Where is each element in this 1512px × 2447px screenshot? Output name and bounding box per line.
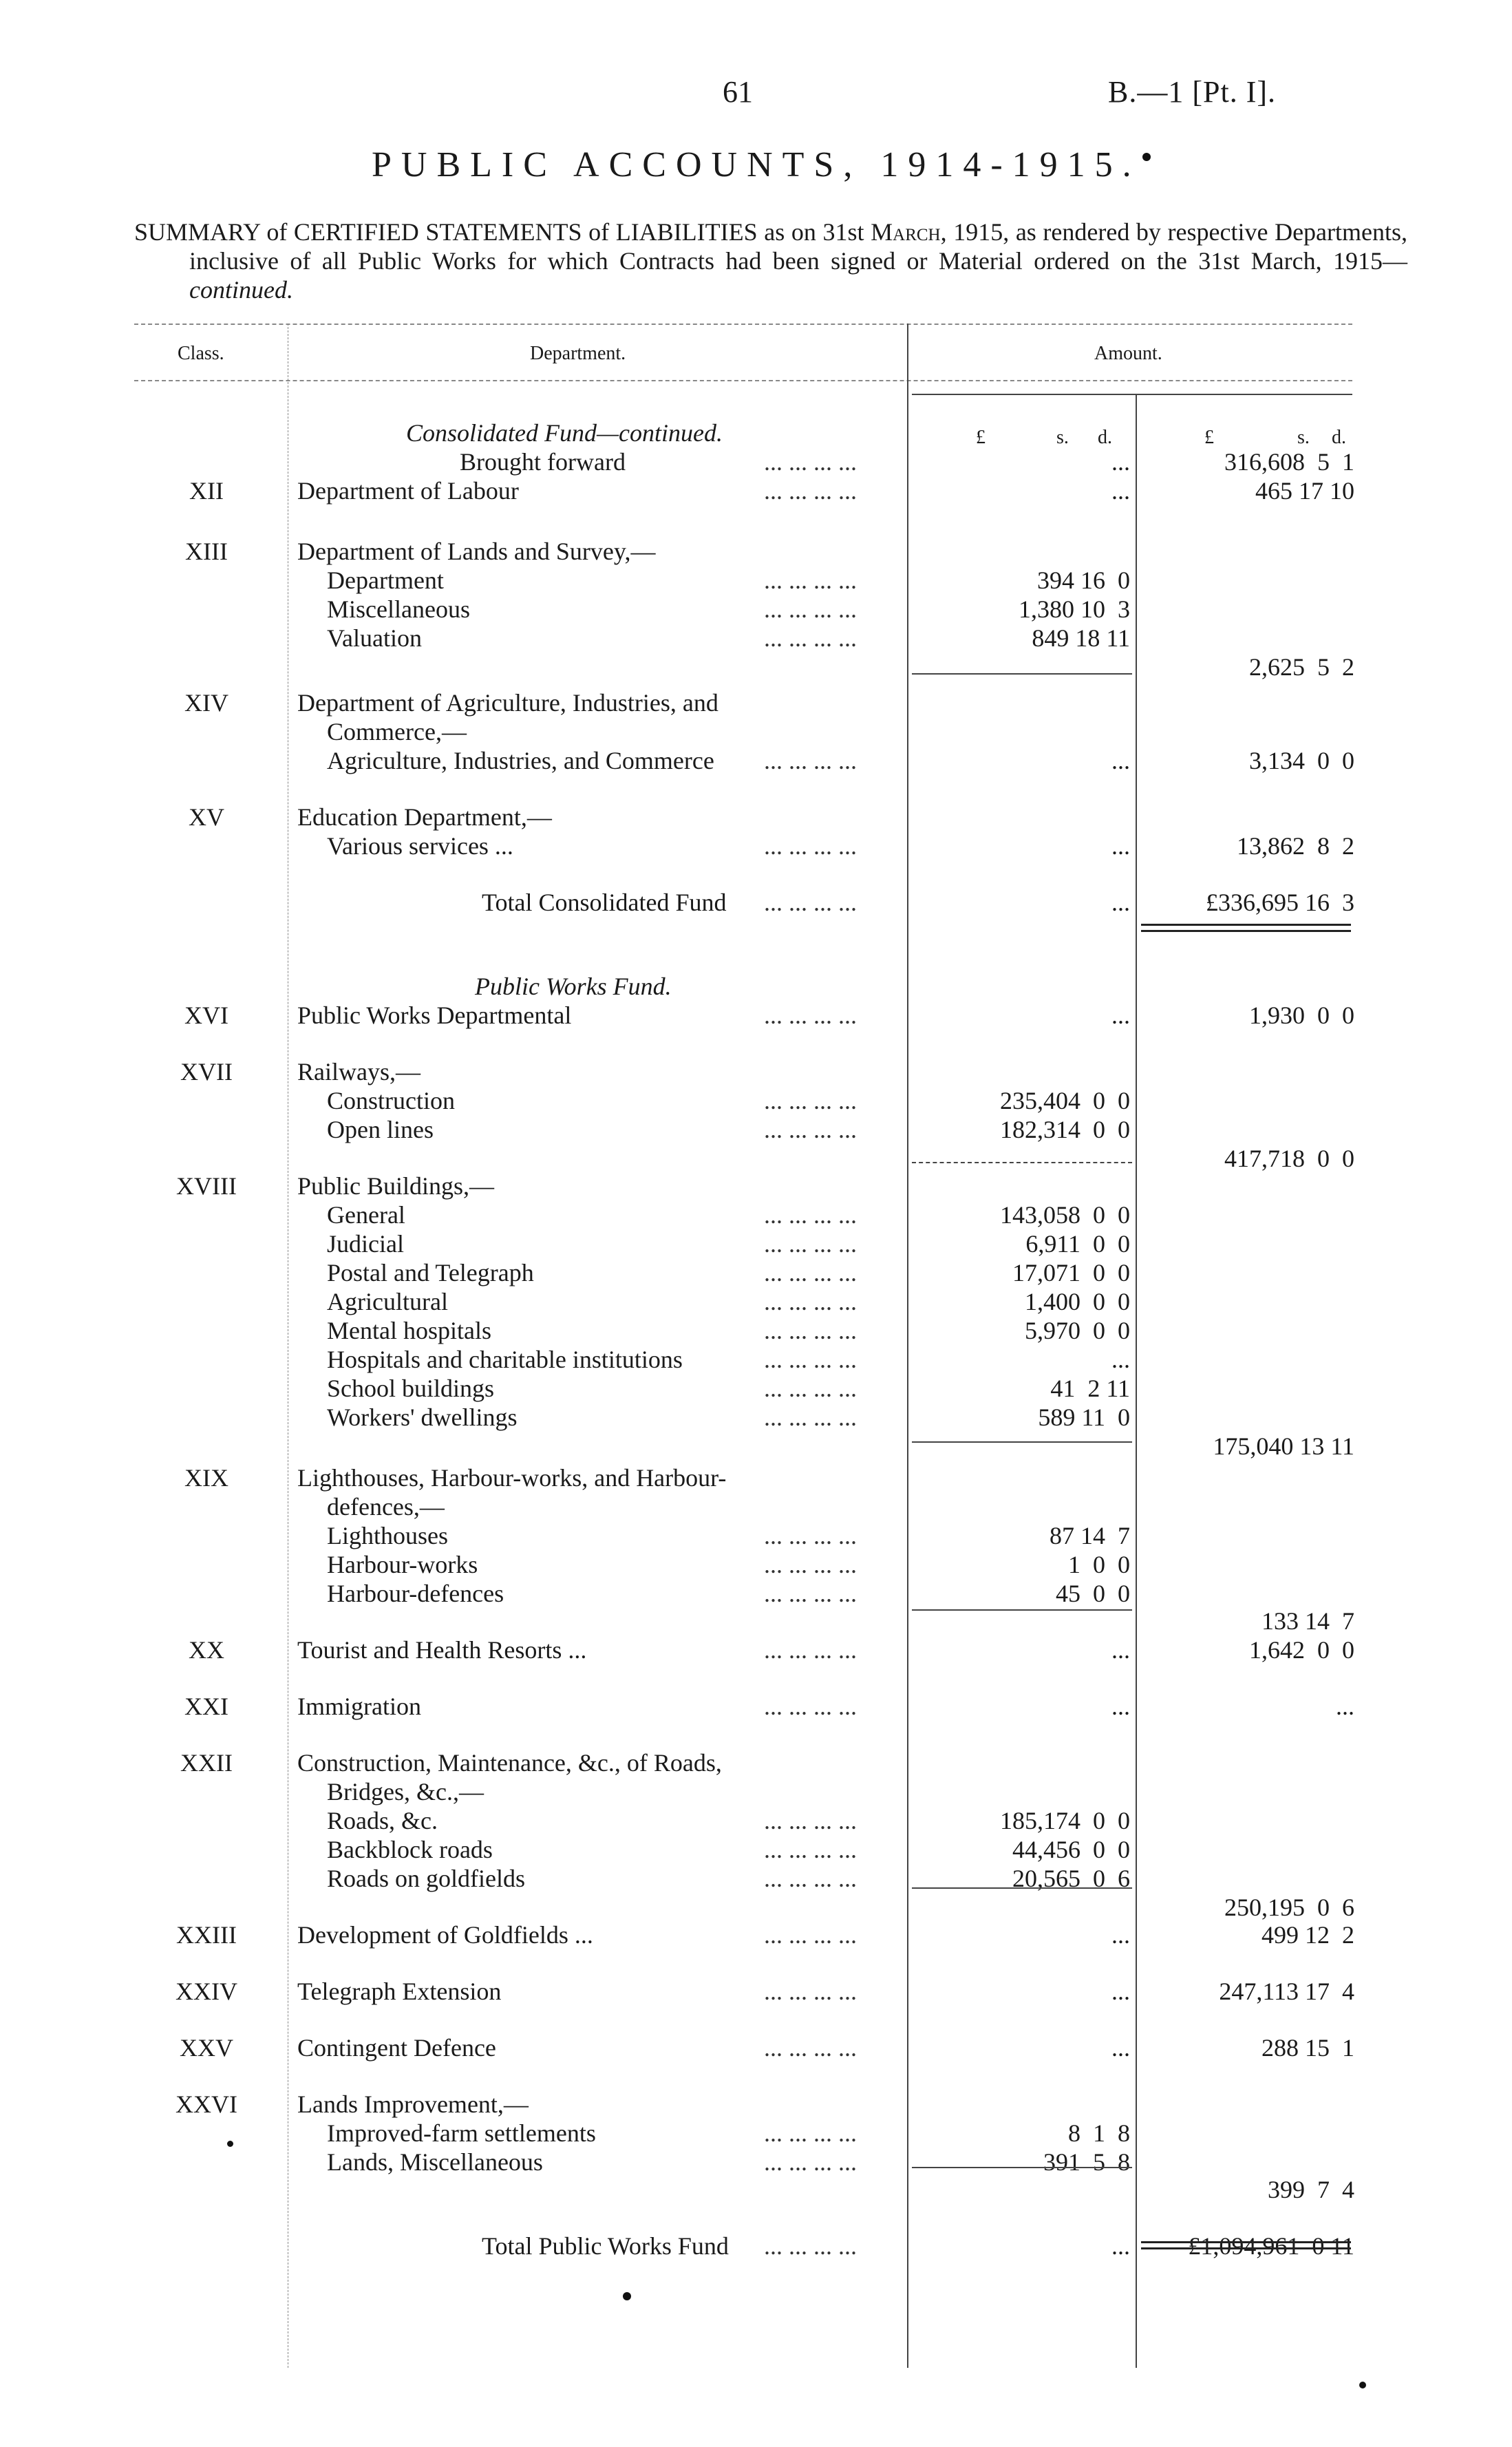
table-row — [0, 1521, 1512, 1550]
department-text: Various services ... — [327, 832, 513, 860]
amount-detail-cell: 5,970 0 0 — [1025, 1317, 1130, 1344]
dot-leaders: ... ... ... ... — [764, 1836, 857, 1863]
dot-leaders: ... ... ... ... — [764, 1978, 857, 2005]
amount-detail-cell: 185,174 0 0 — [1000, 1807, 1130, 1834]
table-row — [0, 1550, 1512, 1579]
department-text: Tourist and Health Resorts ... — [297, 1636, 587, 1664]
dot-leaders: ... ... ... ... — [764, 1087, 857, 1114]
department-cell — [327, 1777, 484, 1806]
table-row — [0, 1607, 1512, 1635]
department-cell — [297, 1463, 726, 1492]
department-text: Agriculture, Industries, and Commerce — [327, 747, 714, 774]
dot-leaders: ... ... ... ... — [764, 1259, 857, 1286]
summary-lead: SUMMARY of CERTIFIED STATEMENTS of LIABILITIES as on 31st — [134, 218, 864, 246]
class-cell: XXI — [184, 1693, 228, 1720]
department-cell — [327, 1403, 518, 1432]
department-text: Miscellaneous — [327, 595, 470, 623]
amount-detail-cell: ... — [1111, 1921, 1130, 1949]
summary-month: March — [871, 218, 941, 246]
amount-detail-cell: 41 2 11 — [1050, 1375, 1130, 1402]
amount-total-cell: 1,642 0 0 — [1249, 1636, 1354, 1664]
total-public-works-rule — [1141, 2241, 1351, 2249]
table-row — [0, 1115, 1512, 1144]
print-speck — [623, 2292, 631, 2300]
department-cell — [327, 1550, 478, 1579]
subtotal-rule-xix — [912, 1609, 1132, 1611]
section-heading-row — [0, 419, 1512, 447]
table-row — [0, 2033, 1512, 2062]
table-row — [0, 1579, 1512, 1608]
amount-detail-cell: 44,456 0 0 — [1012, 1836, 1130, 1863]
table-row — [0, 1001, 1512, 1030]
class-cell: XII — [189, 477, 224, 505]
dot-leaders: ... ... ... ... — [764, 595, 857, 623]
table-row — [0, 803, 1512, 831]
department-cell — [297, 1635, 586, 1664]
department-text: Total Public Works Fund — [482, 2232, 729, 2260]
dot-leaders: ... ... ... ... — [764, 832, 857, 860]
page-number: 61 — [723, 75, 753, 109]
department-text: Development of Goldfields ... — [297, 1921, 593, 1949]
currency-pounds-1: £ — [976, 427, 986, 448]
table-row — [0, 1748, 1512, 1777]
amount-detail-cell: 8 1 8 — [1068, 2119, 1130, 2147]
amount-detail-cell: 143,058 0 0 — [1000, 1201, 1130, 1229]
amount-detail-cell: 6,911 0 0 — [1025, 1230, 1130, 1258]
department-cell — [327, 746, 714, 775]
dot-leaders: ... ... ... ... — [764, 1865, 857, 1892]
amount-top-rule — [912, 394, 1352, 395]
amount-detail-cell: 17,071 0 0 — [1012, 1259, 1130, 1286]
dot-leaders: ... ... ... ... — [764, 2034, 857, 2062]
department-cell — [327, 1835, 493, 1864]
class-cell: XXV — [180, 2034, 233, 2062]
currency-pence-1: d. — [1098, 427, 1112, 448]
department-text: General — [327, 1201, 405, 1229]
department-text: Immigration — [297, 1693, 421, 1720]
table-row — [0, 1777, 1512, 1806]
currency-pence-2: d. — [1332, 427, 1346, 448]
department-cell — [327, 1345, 683, 1374]
dot-leaders: ... ... ... ... — [764, 1580, 857, 1607]
dot-leaders: ... ... ... ... — [764, 2232, 857, 2260]
amount-total-cell: 2,625 5 2 — [1249, 653, 1354, 681]
dot-leaders: ... ... ... ... — [764, 1317, 857, 1344]
department-text: Public Buildings,— — [297, 1172, 495, 1200]
document-reference: B.—1 [Pt. I]. — [1108, 75, 1276, 109]
table-row — [0, 1287, 1512, 1316]
department-text: Department of Agriculture, Industries, and — [297, 689, 718, 717]
department-cell — [327, 1258, 534, 1287]
amount-detail-cell: 20,565 0 6 — [1012, 1865, 1130, 1892]
summary-rest: , 1915, as rendered by respective Departments, inclusive of all Public Works for which Contracts had been signed or Material ordered on the 31st March, 1915— — [189, 218, 1408, 275]
dot-leaders: ... ... ... ... — [764, 1693, 857, 1720]
department-cell — [327, 1287, 448, 1316]
department-cell — [327, 2148, 543, 2176]
table-row — [0, 1492, 1512, 1521]
table-row — [0, 2090, 1512, 2119]
department-cell — [327, 831, 513, 860]
dot-leaders: ... ... ... ... — [764, 747, 857, 774]
department-cell — [297, 537, 656, 566]
amount-detail-cell: 849 18 11 — [1032, 624, 1130, 652]
subtotal-rule-xiii — [912, 673, 1132, 675]
amount-detail-cell: ... — [1111, 2232, 1130, 2260]
department-cell — [297, 1920, 593, 1949]
class-cell: XXIV — [175, 1978, 237, 2005]
department-text: Commerce,— — [327, 718, 467, 745]
department-cell — [327, 1115, 434, 1144]
table-row — [0, 831, 1512, 860]
column-header-class: Class. — [178, 343, 224, 364]
table-row — [0, 1258, 1512, 1287]
table-row — [0, 1144, 1512, 1173]
amount-total-cell: 133 14 7 — [1261, 1607, 1354, 1635]
dot-leaders: ... ... ... ... — [764, 1288, 857, 1315]
amount-detail-cell: ... — [1111, 448, 1130, 476]
department-cell — [297, 2090, 529, 2119]
dot-leaders: ... ... ... ... — [764, 1403, 857, 1431]
department-cell — [327, 717, 467, 746]
department-text: Consolidated Fund—continued. — [406, 419, 723, 447]
table-row — [0, 1920, 1512, 1949]
department-cell — [327, 566, 444, 595]
amount-detail-cell: 1,380 10 3 — [1019, 595, 1130, 623]
total-consolidated-rule — [1141, 924, 1351, 932]
department-text: Public Works Fund. — [475, 973, 672, 1000]
table-row — [0, 537, 1512, 566]
currency-shillings-2: s. — [1297, 427, 1310, 448]
amount-detail-cell: 182,314 0 0 — [1000, 1116, 1130, 1143]
department-text: Harbour-defences — [327, 1580, 504, 1607]
summary-continued: continued. — [189, 276, 293, 304]
table-row — [0, 1229, 1512, 1258]
department-cell — [297, 1692, 421, 1721]
department-text: Lands, Miscellaneous — [327, 2148, 543, 2176]
amount-detail-cell: 394 16 0 — [1037, 566, 1130, 594]
table-row — [0, 1200, 1512, 1229]
department-text: Department of Labour — [297, 477, 519, 505]
dot-leaders: ... ... ... ... — [764, 1921, 857, 1949]
subtotal-rule-xvii — [912, 1162, 1132, 1163]
subtotal-rule-xxii — [912, 1887, 1132, 1889]
department-text: Improved-farm settlements — [327, 2119, 596, 2147]
department-cell — [482, 888, 726, 917]
department-text: Lighthouses, Harbour-works, and Harbour- — [297, 1464, 727, 1492]
amount-detail-cell: ... — [1111, 889, 1130, 916]
amount-detail-cell: ... — [1111, 747, 1130, 774]
department-cell — [327, 2119, 596, 2148]
dot-leaders: ... ... ... ... — [764, 1346, 857, 1373]
amount-detail-cell: 1,400 0 0 — [1025, 1288, 1130, 1315]
total-row — [0, 888, 1512, 917]
amount-detail-cell: ... — [1111, 1693, 1130, 1720]
department-text: Roads on goldfields — [327, 1865, 525, 1892]
amount-total-cell: 250,195 0 6 — [1224, 1894, 1354, 1921]
print-speck — [1142, 153, 1151, 161]
department-text: Department of Lands and Survey,— — [297, 538, 656, 565]
department-cell — [327, 1200, 405, 1229]
table-row — [0, 1692, 1512, 1721]
department-text: Construction — [327, 1087, 455, 1114]
table-row — [0, 2148, 1512, 2176]
amount-total-cell: 465 17 10 — [1255, 477, 1354, 505]
department-cell — [297, 1001, 571, 1030]
class-cell: XIV — [184, 689, 228, 717]
amount-total-cell: 399 7 4 — [1268, 2176, 1354, 2203]
department-text: Open lines — [327, 1116, 434, 1143]
dot-leaders: ... ... ... ... — [764, 448, 857, 476]
amount-total-cell: 499 12 2 — [1261, 1921, 1354, 1949]
table-row — [0, 447, 1512, 476]
dot-leaders: ... ... ... ... — [764, 1636, 857, 1664]
print-speck — [227, 2141, 233, 2147]
table-row — [0, 1086, 1512, 1115]
department-cell — [327, 1806, 438, 1835]
department-text: Valuation — [327, 624, 422, 652]
department-cell — [327, 1864, 525, 1893]
class-cell: XV — [189, 803, 224, 831]
table-row — [0, 1463, 1512, 1492]
department-text: School buildings — [327, 1375, 495, 1402]
department-cell — [327, 1229, 404, 1258]
department-text: Department — [327, 566, 444, 594]
amount-total-cell: 247,113 17 4 — [1219, 1978, 1354, 2005]
table-row — [0, 688, 1512, 717]
amount-detail-cell: 45 0 0 — [1056, 1580, 1130, 1607]
table-row — [0, 1893, 1512, 1922]
table-row — [0, 624, 1512, 653]
amount-detail-cell: ... — [1111, 1978, 1130, 2005]
department-cell — [297, 1172, 494, 1200]
amount-detail-cell: ... — [1111, 1002, 1130, 1029]
table-top-rule — [134, 324, 1352, 325]
table-row — [0, 1345, 1512, 1374]
department-cell — [297, 1977, 501, 2006]
dot-leaders: ... ... ... ... — [764, 1375, 857, 1402]
print-speck — [1359, 2382, 1366, 2388]
department-text: Public Works Departmental — [297, 1002, 572, 1029]
department-cell — [327, 1316, 491, 1345]
amount-total-cell: 316,608 5 1 — [1224, 448, 1354, 476]
department-cell — [327, 1492, 445, 1521]
amount-total-cell: 1,930 0 0 — [1249, 1002, 1354, 1029]
department-cell — [460, 447, 626, 476]
department-text: Telegraph Extension — [297, 1978, 502, 2005]
column-header-amount: Amount. — [1094, 343, 1162, 364]
department-text: Contingent Defence — [297, 2034, 496, 2062]
table-row — [0, 1635, 1512, 1664]
subtotal-rule-xviii — [912, 1441, 1132, 1443]
amount-total-cell: 417,718 0 0 — [1224, 1145, 1354, 1172]
amount-total-cell: 288 15 1 — [1261, 2034, 1354, 2062]
department-cell — [297, 476, 519, 505]
class-cell: XXIII — [176, 1921, 237, 1949]
department-text: Workers' dwellings — [327, 1403, 518, 1431]
amount-detail-cell: 87 14 7 — [1050, 1522, 1130, 1549]
department-text: Brought forward — [460, 448, 626, 476]
department-text: Backblock roads — [327, 1836, 493, 1863]
department-cell — [482, 2232, 729, 2260]
department-text: Construction, Maintenance, &c., of Roads, — [297, 1749, 722, 1777]
department-cell — [327, 1521, 448, 1550]
department-text: Education Department,— — [297, 803, 552, 831]
department-text: Lighthouses — [327, 1522, 448, 1549]
department-text: Lands Improvement,— — [297, 2090, 529, 2118]
amount-total-cell: 13,862 8 2 — [1237, 832, 1354, 860]
summary-heading — [134, 218, 1407, 304]
dot-leaders: ... ... ... ... — [764, 2148, 857, 2176]
table-row — [0, 1374, 1512, 1403]
table-row — [0, 2175, 1512, 2204]
table-row — [0, 1864, 1512, 1893]
class-cell: XVI — [184, 1002, 228, 1029]
department-text: Mental hospitals — [327, 1317, 491, 1344]
department-text: Bridges, &c.,— — [327, 1778, 484, 1805]
amount-total-cell: £336,695 16 3 — [1206, 889, 1354, 916]
department-text: Postal and Telegraph — [327, 1259, 534, 1286]
table-row — [0, 1806, 1512, 1835]
department-cell — [327, 1086, 455, 1115]
department-cell — [297, 1057, 420, 1086]
amount-detail-cell: ... — [1111, 2034, 1130, 2062]
dot-leaders: ... ... ... ... — [764, 1230, 857, 1258]
department-text: Judicial — [327, 1230, 404, 1258]
page-title: PUBLIC ACCOUNTS, 1914-1915. — [372, 145, 1141, 184]
table-row — [0, 566, 1512, 595]
dot-leaders: ... ... ... ... — [764, 889, 857, 916]
department-cell — [475, 972, 672, 1001]
department-cell — [327, 624, 422, 653]
department-text: Harbour-works — [327, 1551, 478, 1578]
amount-detail-cell: ... — [1111, 1636, 1130, 1664]
department-cell — [327, 1579, 504, 1608]
table-row — [0, 653, 1512, 681]
class-cell: XXVI — [175, 2090, 237, 2118]
department-cell — [297, 688, 718, 717]
dot-leaders: ... ... ... ... — [764, 477, 857, 505]
amount-detail-cell: 235,404 0 0 — [1000, 1087, 1130, 1114]
amount-detail-cell: 391 5 8 — [1043, 2148, 1130, 2176]
currency-pounds-2: £ — [1204, 427, 1214, 448]
amount-total-cell: £1,094,961 0 11 — [1188, 2232, 1354, 2260]
dot-leaders: ... ... ... ... — [764, 566, 857, 594]
class-cell: XXII — [180, 1749, 233, 1777]
dot-leaders: ... ... ... ... — [764, 1551, 857, 1578]
dot-leaders: ... ... ... ... — [764, 1002, 857, 1029]
dot-leaders: ... ... ... ... — [764, 1201, 857, 1229]
amount-detail-cell: 589 11 0 — [1038, 1403, 1130, 1431]
column-header-department: Department. — [530, 343, 626, 364]
department-cell — [327, 595, 470, 624]
dot-leaders: ... ... ... ... — [764, 624, 857, 652]
class-cell: XX — [189, 1636, 224, 1664]
class-cell: XIX — [184, 1464, 228, 1492]
dot-leaders: ... ... ... ... — [764, 1522, 857, 1549]
department-text: Roads, &c. — [327, 1807, 438, 1834]
table-row — [0, 1977, 1512, 2006]
class-cell: XIII — [185, 538, 228, 565]
class-cell: XVII — [180, 1058, 233, 1085]
table-row — [0, 1057, 1512, 1086]
department-cell — [327, 1374, 494, 1403]
table-row — [0, 717, 1512, 746]
table-row — [0, 1432, 1512, 1461]
amount-total-cell: 175,040 13 11 — [1213, 1432, 1354, 1460]
department-cell — [297, 2033, 496, 2062]
section-heading-row — [0, 972, 1512, 1001]
dot-leaders: ... ... ... ... — [764, 2119, 857, 2147]
amount-total-cell: 3,134 0 0 — [1249, 747, 1354, 774]
table-row — [0, 1316, 1512, 1345]
table-row — [0, 1403, 1512, 1432]
table-row — [0, 476, 1512, 505]
department-cell — [297, 1748, 722, 1777]
table-row — [0, 1835, 1512, 1864]
department-text: Agricultural — [327, 1288, 448, 1315]
subtotal-rule-xxvi — [912, 2167, 1132, 2168]
header-bottom-rule — [134, 380, 1352, 381]
dot-leaders: ... ... ... ... — [764, 1116, 857, 1143]
currency-shillings-1: s. — [1056, 427, 1069, 448]
amount-total-cell: ... — [1336, 1693, 1354, 1720]
table-row — [0, 746, 1512, 775]
department-text: Hospitals and charitable institutions — [327, 1346, 683, 1373]
dot-leaders: ... ... ... ... — [764, 1807, 857, 1834]
department-text: Railways,— — [297, 1058, 420, 1085]
amount-detail-cell: ... — [1111, 832, 1130, 860]
department-cell — [406, 419, 723, 447]
department-cell — [297, 803, 552, 831]
class-cell: XVIII — [176, 1172, 237, 1200]
table-row — [0, 1172, 1512, 1200]
amount-detail-cell: 1 0 0 — [1068, 1551, 1130, 1578]
table-row — [0, 595, 1512, 624]
amount-detail-cell: ... — [1111, 477, 1130, 505]
department-text: defences,— — [327, 1493, 445, 1521]
amount-detail-cell: ... — [1111, 1346, 1130, 1373]
department-text: Total Consolidated Fund — [482, 889, 727, 916]
